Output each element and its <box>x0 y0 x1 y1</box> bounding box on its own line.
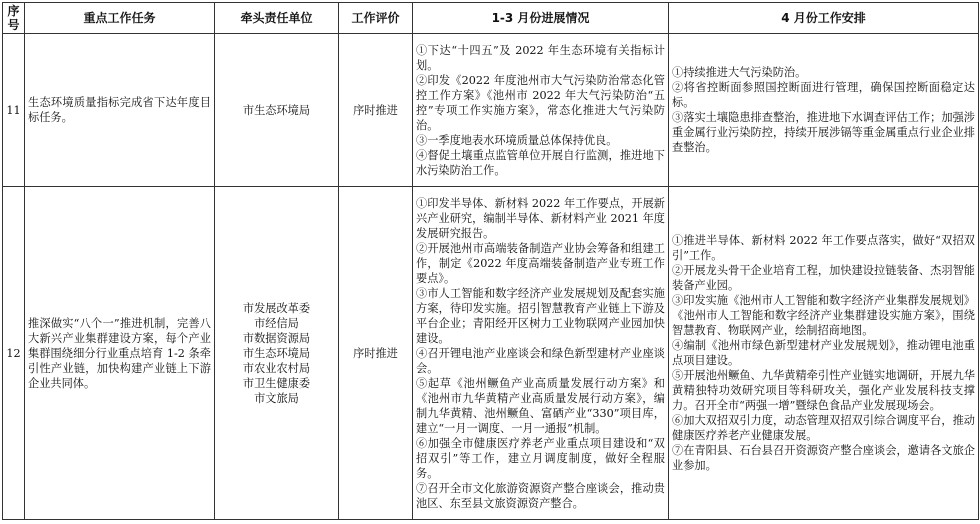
progress-item: ⑥加强全市健康医疗养老产业重点项目建设和“双招双引”等工作，建立月调度制度，做好全程服务。 <box>416 436 665 480</box>
plan-item: ①持续推进大气污染防治。 <box>672 66 807 79</box>
work-table <box>2 2 979 520</box>
header-row <box>3 3 979 34</box>
unit-cell: 市生态环境局 <box>215 34 339 187</box>
header-plan: 4 月份工作安排 <box>669 3 979 34</box>
progress-item: ①下达“十四五”及 2022 年生态环境有关指标计划。 <box>416 43 665 72</box>
eval-cell: 序时推进 <box>339 34 413 187</box>
header-unit: 牵头责任单位 <box>215 3 339 34</box>
progress-item: ④督促土壤重点监管单位开展自行监测，推进地下水污染防治工作。 <box>416 148 665 177</box>
plan-item: ④编制《池州市绿色新型建材产业发展规划》，推动锂电池重点项目建设。 <box>672 339 975 367</box>
progress-item: ②印发《2022 年度池州市大气污染防治常态化管控工作方案》《池州市 2022 年大气污染防治“五控”专项工作实施方案》，常态化推进大气污染防治。 <box>416 73 665 132</box>
progress-item: ②开展池州市高端装备制造产业协会筹备和组建工作，制定《2022 年度高端装备制造产业专班工作要点》。 <box>416 241 665 285</box>
plan-item: ①推进半导体、新材料 2022 年工作要点落实，做好“双招双引”工作。 <box>672 234 975 262</box>
task-cell: 推深做实“八个一”推进机制，完善八大新兴产业集群建设方案，每个产业集群围绕细分行业重点培育 1-2 条牵引性产业链，加快构建产业链上下游企业共同体。 <box>25 187 215 520</box>
progress-item: ③市人工智能和数字经济产业发展规划及配套实施方案，待印发实施。招引智慧教育产业链上下游及平台企业；青阳经开区树力工业物联网产业园加快建设。 <box>416 286 665 345</box>
plan-item: ③印发实施《池州市人工智能和数字经济产业集群发展规划》《池州市人工智能和数字经济产业集群建设实施方案》，围绕智慧教育、物联网产业，绘制招商地图。 <box>672 294 975 337</box>
progress-item: ③一季度地表水环境质量总体保持优良。 <box>416 133 618 147</box>
plan-item: ②将省控断面参照国控断面进行管理，确保国控断面稳定达标。 <box>672 81 975 109</box>
eval-cell: 序时推进 <box>339 187 413 520</box>
progress-item: ④召开锂电池产业座谈会和绿色新型建材产业座谈会。 <box>416 346 665 375</box>
plan-cell <box>669 34 979 187</box>
row-number: 11 <box>3 34 25 187</box>
plan-item: ⑦在青阳县、石台县召开资源资产整合座谈会，邀请各文旅企业参加。 <box>672 444 975 472</box>
header-num: 序号 <box>3 3 25 34</box>
progress-item: ⑦召开全市文化旅游资源资产整合座谈会，推动贵池区、东至县文旅资源资产整合。 <box>416 481 665 510</box>
table-row <box>3 34 979 187</box>
header-eval: 工作评价 <box>339 3 413 34</box>
plan-item: ③落实土壤隐患排查整治，推进地下水调查评估工作；加强涉重金属行业污染防控，持续开展涉镉等重金属重点行业企业排查整治。 <box>672 111 975 154</box>
header-task: 重点工作任务 <box>25 3 215 34</box>
unit-cell: 市发展改革委 市经信局 市数据资源局 市生态环境局 市农业农村局 市卫生健康委 市文旅局 <box>215 187 339 520</box>
plan-item: ②开展龙头骨干企业培育工程，加快建设拉链装备、杰羽智能装备产业园。 <box>672 264 975 292</box>
task-cell: 生态环境质量指标完成省下达年度目标任务。 <box>25 34 215 187</box>
progress-cell <box>413 34 669 187</box>
header-progress: 1-3 月份进展情况 <box>413 3 669 34</box>
plan-item: ⑤开展池州鳜鱼、九华黄精牵引性产业链实地调研，开展九华黄精独特功效研究项目等科研攻关，强化产业发展科技支撑力。召开全市“两强一增”暨绿色食品产业发展现场会。 <box>672 369 975 412</box>
progress-item: ⑤起草《池州鳜鱼产业高质量发展行动方案》和《池州市九华黄精产业高质量发展行动方案》，编制九华黄精、池州鳜鱼、富硒产业“330”项目库，建立“一月一调度、一月一通报”机制。 <box>416 376 665 435</box>
plan-item: ⑥加大双招双引力度，动态管理双招双引综合调度平台，推动健康医疗养老产业健康发展。 <box>672 414 975 442</box>
table-row <box>3 187 979 520</box>
row-number: 12 <box>3 187 25 520</box>
plan-cell <box>669 187 979 520</box>
progress-item: ①印发半导体、新材料 2022 年工作要点，开展新兴产业研究，编制半导体、新材料产业 2021 年度发展研究报告。 <box>416 196 665 240</box>
progress-cell <box>413 187 669 520</box>
